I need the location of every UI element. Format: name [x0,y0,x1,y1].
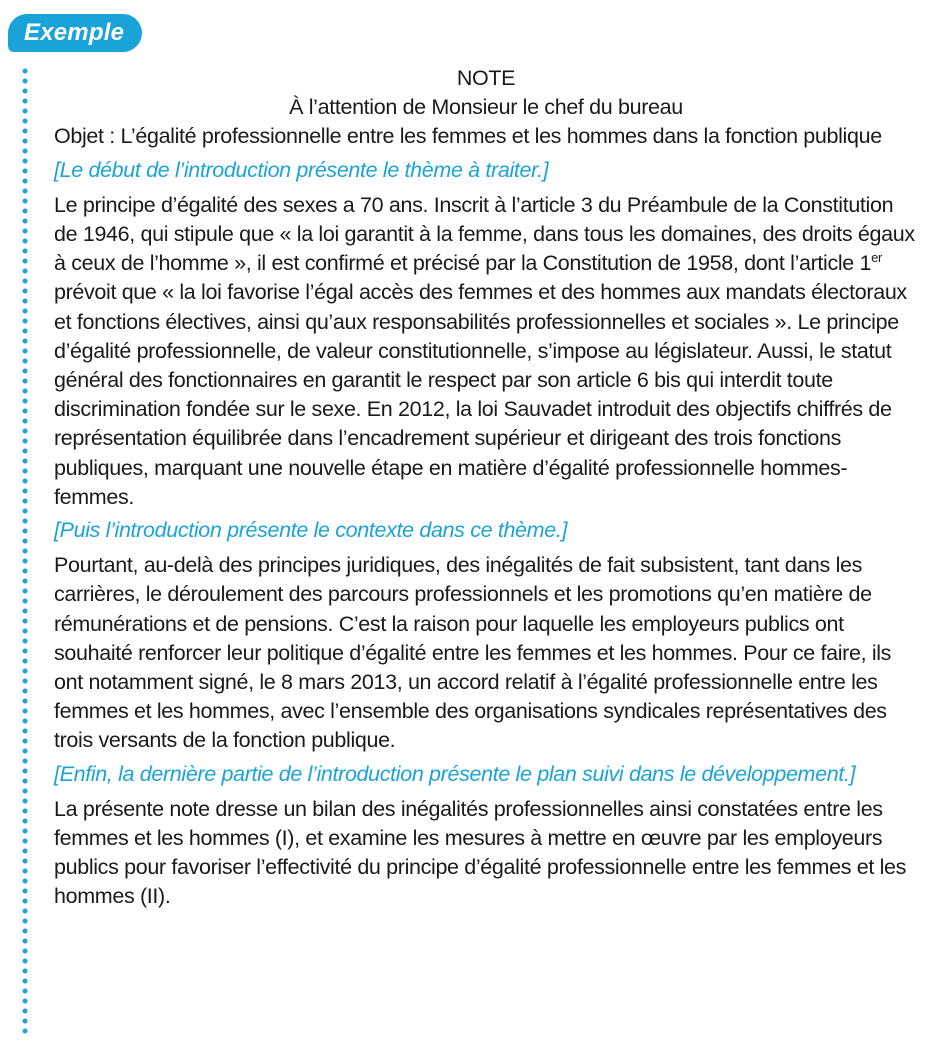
paragraph-theme [54,191,918,512]
example-badge: Exemple [8,14,142,52]
note-subject: Objet : L’égalité professionnelle entre les femmes et les hommes dans la fonction publique [54,124,882,149]
ordinal-superscript: er [871,250,883,266]
instruction-context: [Puis l’introduction présente le contexte dans ce thème.] [54,518,568,543]
paragraph-context: Pourtant, au-delà des principes juridiques, des inégalités de fait subsistent, tant dans les carrières, le déroulement des parcours professionnels et les promotions qu’en matière de rémunérations et de pensions. C’est la raison pour laquelle les employeurs publics ont souhaité renforcer leur politique d’égalité entre les femmes et les hommes. Pour ce faire, ils ont notamment signé, le 8 mars 2013, un accord relatif à l’égalité professionnelle entre les femmes et les hommes, avec l’ensemble des organisations syndicales représentatives des trois versants de la fonction publique. [54,553,892,753]
note-title: NOTE [456,66,516,90]
paragraph-plan: La présente note dresse un bilan des inégalités professionnelles ainsi constatées entre les femmes et les hommes (I), et examine les mesures à mettre en œuvre par les employeurs publics pour favoriser l’effectivité du principe d’égalité professionnelle entre les femmes et les hommes (II). [54,796,907,909]
instruction-theme: [Le début de l’introduction présente le thème à traiter.] [54,157,549,182]
note-content [54,64,918,916]
paragraph-theme-part2: prévoit que « la loi favorise l’égal accès des femmes et des hommes aux mandats électoraux et fonctions électives, ainsi qu’aux responsabilités professionnelles et sociales ». Le principe d’égalité professionnelle, de valeur constitutionnelle, s’impose au législateur. Aussi, le statut général des fonctionnaires en garantit le respect par son article 6 bis qui interdit toute discrimination fondée sur le sexe. En 2012, la loi Sauvadet introduit des objectifs chiffrés de représentation équilibrée dans l’encadrement supérieur et dirigeant des trois fonctions publiques, marquant une nouvelle étape en matière d’égalité professionnelle hommes-femmes. [54,280,907,509]
instruction-plan: [Enfin, la dernière partie de l’introduction présente le plan suivi dans le développement.] [54,761,856,786]
dotted-margin-line [22,66,28,1038]
paragraph-theme-part1: Le principe d’égalité des sexes a 70 ans. Inscrit à l’article 3 du Préambule de la Constitution de 1946, qui stipule que « la loi garantit à la femme, dans tous les domaines, des droits égaux à ceux de l’homme », il est confirmé et précisé par la Constitution de 1958, dont l’article 1 [54,192,915,276]
note-recipient: À l’attention de Monsieur le chef du bureau [289,95,683,120]
